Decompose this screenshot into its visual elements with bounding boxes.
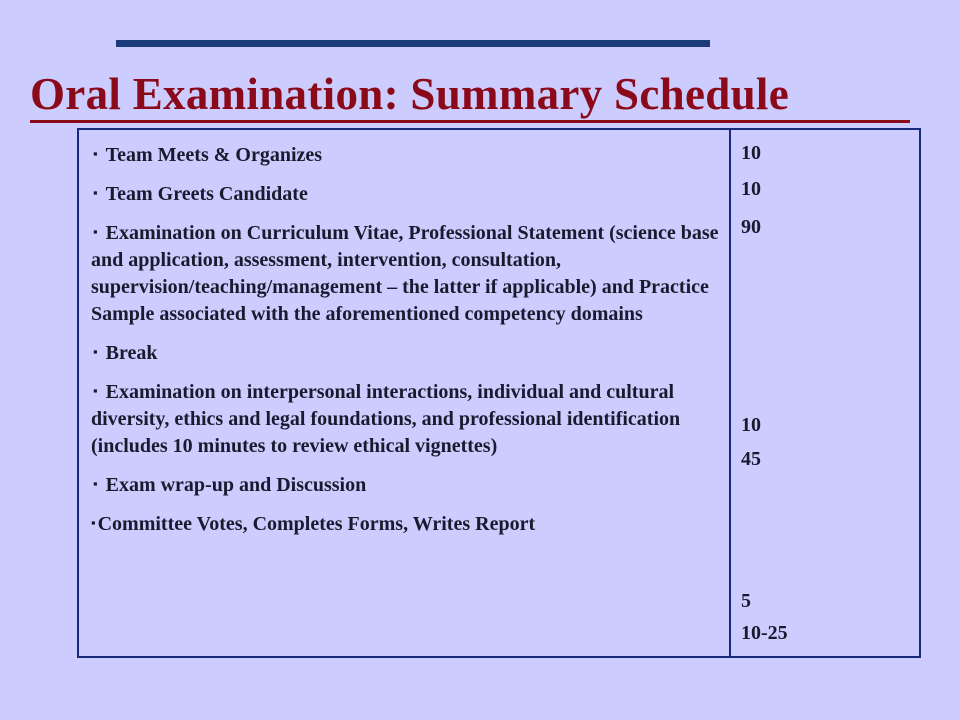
slide-title: Oral Examination: Summary Schedule [30,69,789,119]
item-text: Examination on interpersonal interactions, individual and cultural diversity, ethics and legal foundations, and professional identification (includes 10 minutes to review ethical vignettes) [91,381,681,457]
activities-column [79,130,731,656]
item-text: Committee Votes, Completes Forms, Writes Report [97,513,536,535]
bullet-icon: ▪ [93,344,98,359]
bullet-icon: ▪ [93,383,98,398]
minutes-value: 10 [741,142,761,164]
schedule-item-wrap-up [91,470,721,499]
minutes-value: 10 [741,178,761,200]
bullet-icon: ▪ [93,146,98,161]
minutes-value: 90 [741,216,761,238]
schedule-item-break [91,338,721,367]
title-underline [30,120,910,123]
minutes-value: 45 [741,448,761,470]
minutes-value: 10 [741,414,761,436]
item-text: Break [105,342,158,364]
bullet-icon: ▪ [93,185,98,200]
item-text: Examination on Curriculum Vitae, Professional Statement (science base and application, assessment, intervention, consultation, supervision/teaching/management – the latter if applicable) and Practice Sample associated with the aforementioned competency domains [91,222,719,325]
schedule-item-committee-votes [91,509,721,538]
bullet-icon: ▪ [93,224,98,239]
bullet-icon: ▪ [93,476,98,491]
bullet-icon: ▪ [91,515,96,530]
item-text: Exam wrap-up and Discussion [105,474,367,496]
schedule-item-team-meets [91,140,721,169]
item-text: Team Greets Candidate [105,183,308,205]
minutes-column [731,130,919,656]
schedule-item-team-greets [91,179,721,208]
minutes-value: 5 [741,590,751,612]
top-rule [116,40,710,47]
schedule-item-examination-interpersonal [91,377,721,460]
schedule-item-examination-cv [91,218,721,328]
item-text: Team Meets & Organizes [105,144,323,166]
minutes-value: 10-25 [741,622,788,644]
schedule-table [77,128,921,658]
